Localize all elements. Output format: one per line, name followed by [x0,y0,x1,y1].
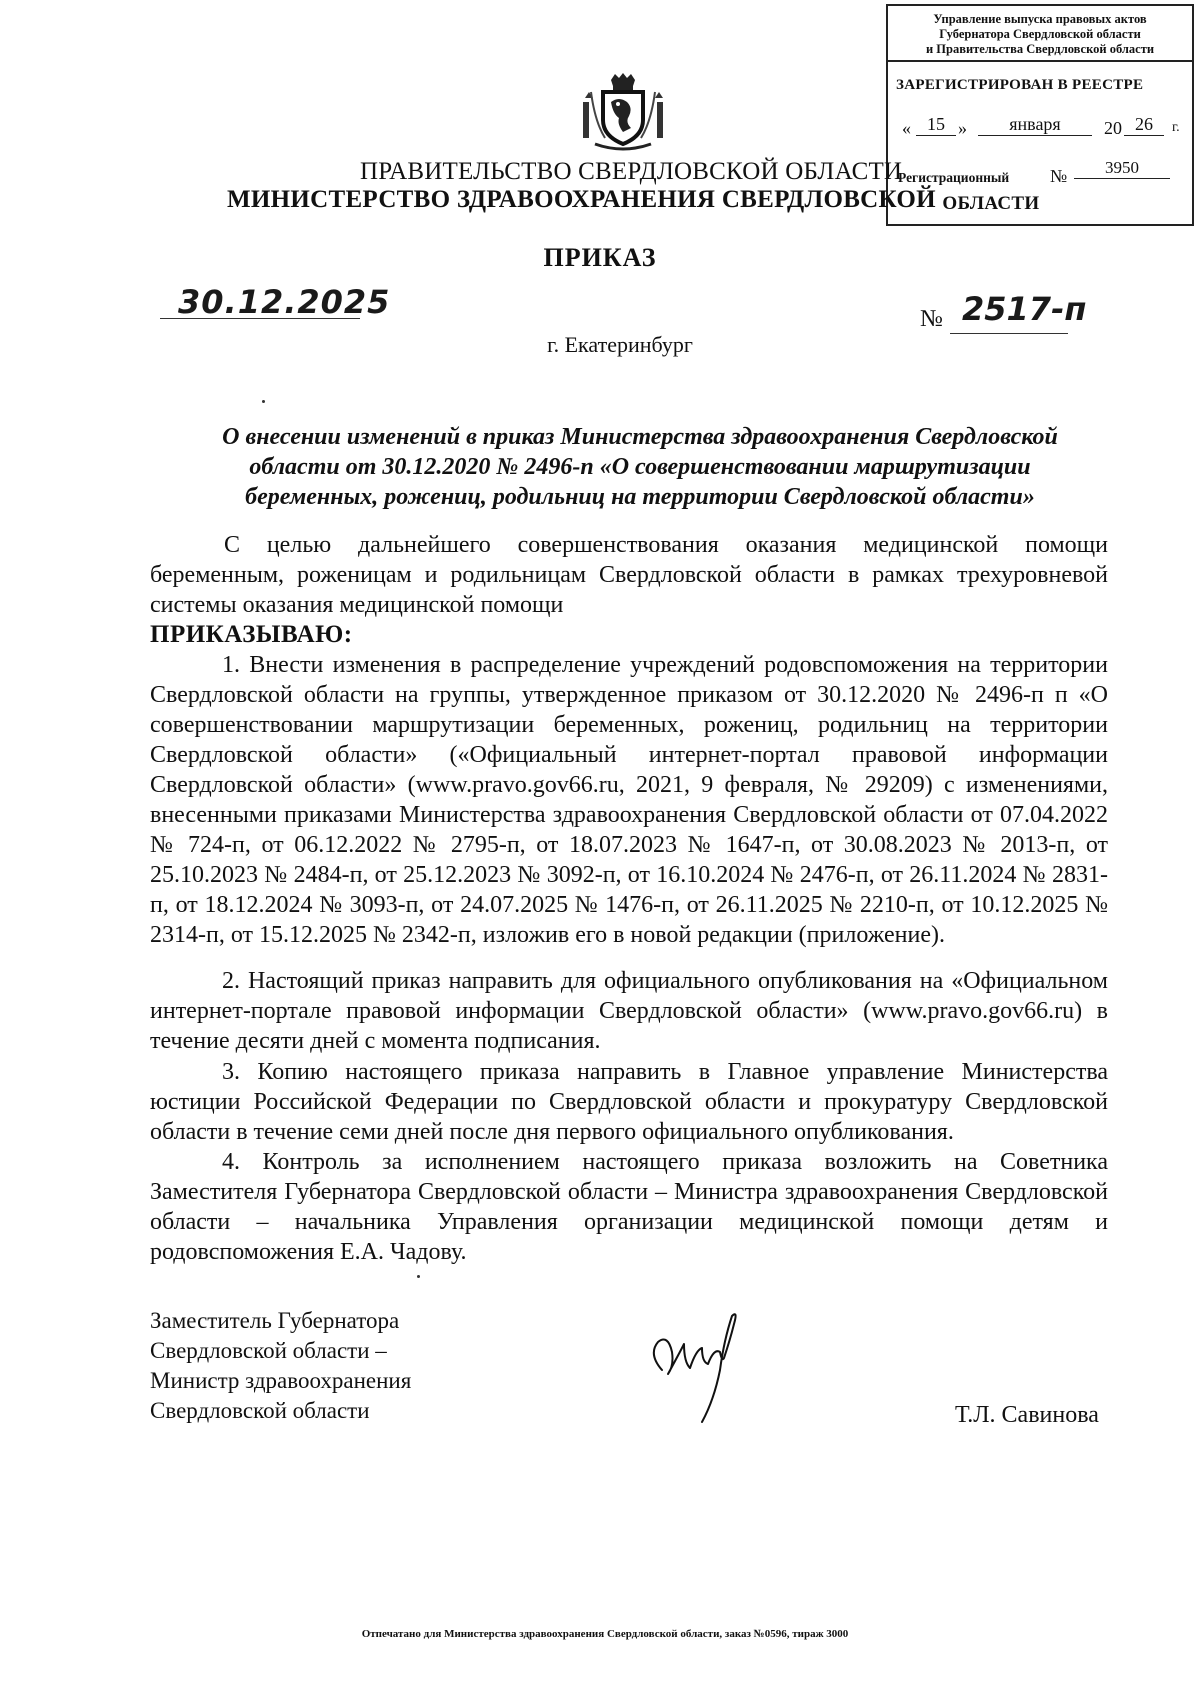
stamp-year-unit: г. [1172,120,1180,135]
stamp-reg-label: Регистрационный [898,170,1010,185]
handwritten-signature [640,1300,780,1430]
subject-line: беременных, рожениц, родильниц на территории Свердловской области» [245,484,1035,510]
handwritten-number: 2517-п [962,290,1087,328]
subject-line: О внесении изменений в приказ Министерства здравоохранения Свердловской [222,424,1058,450]
subject-line: области от 30.12.2020 № 2496-п «О совершенствовании маршрутизации [249,454,1031,480]
signer-title [150,1306,411,1426]
order-item-1: 1. Внести изменения в распределение учреждений родовспоможения на территории Свердловской области на группы, утвержденное приказом от 30.12.2020 № 2496-п п «О совершенствовании маршрутизации беременных, рожениц, родильниц на территории Свердловской области» («Официальный интернет-портал правовой информации Свердловской области» (www.pravo.gov66.ru, 2021, 9 февраля, № 29209) с изменениями, внесенными приказами Министерства здравоохранения Свердловской области от 07.04.2022 № 724-п, от 06.12.2022 № 2795-п, от 18.07.2023 № 1647-п, от 30.08.2023 № 2013-п, от 25.10.2023 № 2484-п, от 25.12.2023 № 3092-п, от 16.10.2024 № 2476-п, от 26.11.2024 № 2831-п, от 18.12.2024 № 3093-п, от 24.07.2025 № 1476-п, от 26.11.2025 № 2210-п, от 10.12.2025 № 2314-п, от 15.12.2025 № 2342-п, изложив его в новой редакции (приложение). [150,652,1108,948]
ministry-heading-main: МИНИСТЕРСТВО ЗДРАВООХРАНЕНИЯ СВЕРДЛОВСКОЙ [227,186,936,213]
signer-name: Т.Л. Савинова [955,1402,1099,1428]
government-heading: ПРАВИТЕЛЬСТВО СВЕРДЛОВСКОЙ ОБЛАСТИ [360,158,903,185]
order-item-3: 3. Копию настоящего приказа направить в Главное управление Министерства юстиции Российской Федерации по Свердловской области и прокуратуру Свердловской области в течение семи дней после дня первого официального опубликования. [150,1059,1108,1145]
stamp-month: января [978,114,1092,136]
stamp-quote-open: « [902,118,911,138]
stamp-title: ЗАРЕГИСТРИРОВАН В РЕЕСТРЕ [896,77,1144,93]
stamp-year-prefix: 20 [1104,118,1122,138]
ministry-heading-tail: ОБЛАСТИ [942,193,1040,214]
stamp-header-line: и Правительства Свердловской области [925,42,1155,56]
scan-speck [417,1275,420,1278]
coat-of-arms-emblem [575,72,671,154]
stamp-year-suffix: 26 [1124,114,1164,136]
date-underline [160,318,360,319]
stamp-header-line: Управление выпуска правовых актов [933,12,1147,26]
order-item-4: 4. Контроль за исполнением настоящего приказа возложить на Советника Заместителя Губернатора Свердловской области – Министра здравоохранения Свердловской области – начальника Управления организации медицинской помощи детям и родовспоможения Е.А. Чадову. [150,1149,1108,1265]
signer-title-line: Заместитель Губернатора [150,1308,400,1333]
order-item-2: 2. Настоящий приказ направить для официального опубликования на «Официальном интернет-портале правовой информации Свердловской области» (www.pravo.gov66.ru) в течение десяти дней с момента подписания. [150,968,1108,1054]
scan-speck [262,400,265,403]
signer-title-line: Министр здравоохранения [150,1368,412,1393]
order-subject [190,422,1090,512]
stamp-day: 15 [916,114,956,136]
ministry-heading [227,186,1040,215]
signer-title-line: Свердловской области – [150,1338,387,1363]
city-line: г. Екатеринбург [547,332,693,357]
document-type-title: ПРИКАЗ [543,243,657,272]
intro-paragraph: С целью дальнейшего совершенствования оказания медицинской помощи беременным, роженицам и родильницам Свердловской области в рамках трехуровневой системы оказания медицинской помощи [150,532,1108,618]
print-footer: Отпечатано для Министерства здравоохранения Свердловской области, заказ №0596, тираж 3000 [361,1628,849,1640]
stamp-reg-no-sign: № [1050,166,1068,186]
stamp-reg-number: 3950 [1074,158,1170,179]
stamp-quote-close: » [958,118,967,138]
orders-heading: ПРИКАЗЫВАЮ: [150,621,353,648]
stamp-header-line: Губернатора Свердловской области [939,27,1141,41]
number-label: № [920,306,943,332]
stamp-date [896,114,1188,144]
handwritten-date: 30.12.2025 [178,283,391,321]
stamp-header [888,6,1192,62]
signer-title-line: Свердловской области [150,1398,370,1423]
